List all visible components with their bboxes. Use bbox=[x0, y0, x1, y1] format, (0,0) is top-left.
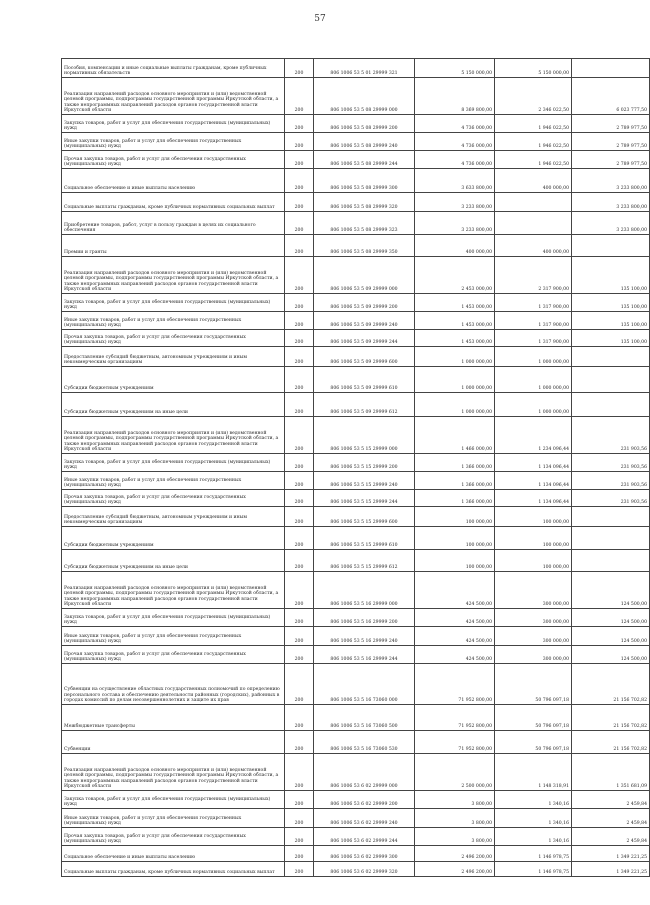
row-approved-amount: 8 369 800,00 bbox=[415, 78, 495, 115]
row-name: Социальное обеспечение и иные выплаты населению bbox=[62, 169, 285, 193]
row-name: Социальные выплаты гражданам, кроме публичных нормативных социальных выплат bbox=[62, 193, 285, 212]
row-line-code: 200 bbox=[285, 417, 314, 454]
row-approved-amount: 424 500,00 bbox=[415, 609, 495, 627]
row-classification-code: 806 1006 53 5 16 73060 530 bbox=[314, 731, 415, 754]
row-unexecuted-amount: 3 233 800,00 bbox=[572, 193, 650, 212]
row-line-code: 200 bbox=[285, 393, 314, 417]
row-executed-amount: 2 346 022,50 bbox=[495, 78, 572, 115]
row-approved-amount: 1 000 000,00 bbox=[415, 347, 495, 367]
row-classification-code: 806 1006 53 6 02 29999 300 bbox=[314, 846, 415, 862]
row-unexecuted-amount: 21 156 702,82 bbox=[572, 664, 650, 705]
table-row bbox=[62, 367, 650, 393]
row-executed-amount: 300 000,00 bbox=[495, 572, 572, 609]
row-unexecuted-amount: 231 903,56 bbox=[572, 472, 650, 490]
row-classification-code: 806 1006 53 5 08 29999 323 bbox=[314, 212, 415, 235]
table-row bbox=[62, 59, 650, 78]
row-unexecuted-amount: 231 903,56 bbox=[572, 454, 650, 472]
row-line-code: 200 bbox=[285, 846, 314, 862]
row-approved-amount: 1 453 000,00 bbox=[415, 312, 495, 330]
row-executed-amount: 1 234 096,44 bbox=[495, 417, 572, 454]
row-name: Межбюджетные трансферты bbox=[62, 705, 285, 731]
row-classification-code: 806 1006 53 6 02 29999 240 bbox=[314, 809, 415, 828]
row-executed-amount: 1 000 000,00 bbox=[495, 393, 572, 417]
row-classification-code: 806 1006 53 5 08 29999 350 bbox=[314, 235, 415, 257]
row-unexecuted-amount: 124 500,00 bbox=[572, 572, 650, 609]
row-line-code: 200 bbox=[285, 235, 314, 257]
table-row bbox=[62, 627, 650, 646]
row-name: Иные закупки товаров, работ и услуг для обеспечения государственных (муниципальных) нужд bbox=[62, 472, 285, 490]
table-row bbox=[62, 133, 650, 151]
row-executed-amount: 1 134 096,44 bbox=[495, 472, 572, 490]
row-unexecuted-amount: 124 500,00 bbox=[572, 609, 650, 627]
row-name: Иные закупки товаров, работ и услуг для обеспечения государственных (муниципальных) нужд bbox=[62, 809, 285, 828]
table-row bbox=[62, 193, 650, 212]
row-executed-amount: 1 000 000,00 bbox=[495, 367, 572, 393]
row-unexecuted-amount: 3 233 800,00 bbox=[572, 169, 650, 193]
row-approved-amount: 1 000 000,00 bbox=[415, 393, 495, 417]
row-line-code: 200 bbox=[285, 791, 314, 809]
row-line-code: 200 bbox=[285, 809, 314, 828]
row-approved-amount: 1 466 000,00 bbox=[415, 417, 495, 454]
row-unexecuted-amount: 2 789 977,50 bbox=[572, 151, 650, 169]
row-approved-amount: 3 233 800,00 bbox=[415, 212, 495, 235]
row-executed-amount: 1 317 900,00 bbox=[495, 312, 572, 330]
row-classification-code: 806 1006 53 5 15 29999 612 bbox=[314, 550, 415, 572]
row-approved-amount: 2 496 200,00 bbox=[415, 862, 495, 877]
row-approved-amount: 1 366 000,00 bbox=[415, 490, 495, 507]
row-classification-code: 806 1006 53 5 09 29999 200 bbox=[314, 294, 415, 312]
row-name: Субсидии бюджетным учреждениям bbox=[62, 527, 285, 550]
row-classification-code: 806 1006 53 5 09 29999 244 bbox=[314, 330, 415, 347]
row-executed-amount: 100 000,00 bbox=[495, 527, 572, 550]
row-unexecuted-amount: 135 100,00 bbox=[572, 257, 650, 294]
row-approved-amount: 2 500 000,00 bbox=[415, 754, 495, 791]
budget-table bbox=[61, 58, 650, 877]
row-name: Реализация направлений расходов основного мероприятия и (или) ведомственной целевой программы, подпрограммы государственной программы Иркутской области, а также непрограммных направлений расходов органов государственной власти Иркутской области bbox=[62, 572, 285, 609]
row-unexecuted-amount: 135 100,00 bbox=[572, 294, 650, 312]
row-executed-amount: 1 340,16 bbox=[495, 828, 572, 846]
row-unexecuted-amount: 2 459,84 bbox=[572, 828, 650, 846]
row-name: Предоставление субсидий бюджетным, автономным учреждениям и иным некоммерческим организациям bbox=[62, 507, 285, 527]
row-line-code: 200 bbox=[285, 627, 314, 646]
row-executed-amount: 1 946 022,50 bbox=[495, 133, 572, 151]
row-name: Премии и гранты bbox=[62, 235, 285, 257]
row-line-code: 200 bbox=[285, 828, 314, 846]
table-row bbox=[62, 490, 650, 507]
row-classification-code: 806 1006 53 5 08 29999 240 bbox=[314, 133, 415, 151]
row-name: Закупка товаров, работ и услуг для обеспечения государственных (муниципальных) нужд bbox=[62, 609, 285, 627]
row-executed-amount: 1 148 318,91 bbox=[495, 754, 572, 791]
row-executed-amount: 50 796 097,18 bbox=[495, 731, 572, 754]
row-line-code: 200 bbox=[285, 312, 314, 330]
row-classification-code: 806 1006 53 5 16 29999 000 bbox=[314, 572, 415, 609]
row-unexecuted-amount: 2 789 977,50 bbox=[572, 115, 650, 133]
table-row bbox=[62, 454, 650, 472]
row-name: Субвенции на осуществление областных государственных полномочий по определению персонального состава и обеспечению деятельности районных (городских), районных в городах комиссий по делам несовершеннолетних и защите их прав bbox=[62, 664, 285, 705]
row-classification-code: 806 1006 53 5 16 29999 240 bbox=[314, 627, 415, 646]
table-row bbox=[62, 330, 650, 347]
page-number: 57 bbox=[314, 14, 326, 24]
table-row bbox=[62, 809, 650, 828]
row-executed-amount: 1 146 978,75 bbox=[495, 846, 572, 862]
row-classification-code: 806 1006 53 5 08 29999 000 bbox=[314, 78, 415, 115]
row-executed-amount: 5 150 000,00 bbox=[495, 59, 572, 78]
table-row bbox=[62, 312, 650, 330]
row-line-code: 200 bbox=[285, 59, 314, 78]
row-name: Реализация направлений расходов основного мероприятия и (или) ведомственной целевой программы, подпрограммы государственной программы Иркутской области, а также непрограммных направлений расходов органов государственной власти Иркутской области bbox=[62, 78, 285, 115]
row-line-code: 200 bbox=[285, 294, 314, 312]
row-line-code: 200 bbox=[285, 507, 314, 527]
row-name: Прочая закупка товаров, работ и услуг для обеспечения государственных (муниципальных) нужд bbox=[62, 330, 285, 347]
row-unexecuted-amount: 1 349 221,25 bbox=[572, 846, 650, 862]
row-approved-amount: 424 500,00 bbox=[415, 646, 495, 664]
table-row bbox=[62, 572, 650, 609]
row-name: Прочая закупка товаров, работ и услуг для обеспечения государственных (муниципальных) нужд bbox=[62, 828, 285, 846]
row-approved-amount: 424 500,00 bbox=[415, 627, 495, 646]
table-row bbox=[62, 417, 650, 454]
row-name: Субсидии бюджетным учреждениям на иные цели bbox=[62, 393, 285, 417]
row-unexecuted-amount: 1 349 221,25 bbox=[572, 862, 650, 877]
row-name: Субсидии бюджетным учреждениям bbox=[62, 367, 285, 393]
row-executed-amount: 100 000,00 bbox=[495, 550, 572, 572]
row-unexecuted-amount bbox=[572, 235, 650, 257]
row-line-code: 200 bbox=[285, 257, 314, 294]
row-name: Пособия, компенсации и иные социальные выплаты гражданам, кроме публичных нормативных обязательств bbox=[62, 59, 285, 78]
row-approved-amount: 2 496 200,00 bbox=[415, 846, 495, 862]
row-classification-code: 806 1006 53 5 15 29999 240 bbox=[314, 472, 415, 490]
row-name: Реализация направлений расходов основного мероприятия и (или) ведомственной целевой программы, подпрограммы государственной программы Иркутской области, а также непрограммных направлений расходов органов государственной власти Иркутской области bbox=[62, 417, 285, 454]
row-approved-amount: 100 000,00 bbox=[415, 527, 495, 550]
table-row bbox=[62, 115, 650, 133]
row-line-code: 200 bbox=[285, 664, 314, 705]
table-row bbox=[62, 609, 650, 627]
table-row bbox=[62, 862, 650, 877]
row-unexecuted-amount: 135 100,00 bbox=[572, 312, 650, 330]
table-row bbox=[62, 846, 650, 862]
row-classification-code: 806 1006 53 5 09 29999 610 bbox=[314, 367, 415, 393]
row-classification-code: 806 1006 53 5 09 29999 600 bbox=[314, 347, 415, 367]
table-row bbox=[62, 257, 650, 294]
row-line-code: 200 bbox=[285, 330, 314, 347]
row-executed-amount: 1 317 900,00 bbox=[495, 294, 572, 312]
row-unexecuted-amount bbox=[572, 367, 650, 393]
row-classification-code: 806 1006 53 6 02 29999 320 bbox=[314, 862, 415, 877]
row-line-code: 200 bbox=[285, 705, 314, 731]
row-approved-amount: 3 233 800,00 bbox=[415, 193, 495, 212]
row-executed-amount: 1 146 978,75 bbox=[495, 862, 572, 877]
row-line-code: 200 bbox=[285, 527, 314, 550]
table-row bbox=[62, 550, 650, 572]
table-row bbox=[62, 393, 650, 417]
row-executed-amount: 1 340,16 bbox=[495, 791, 572, 809]
row-classification-code: 806 1006 53 5 16 29999 200 bbox=[314, 609, 415, 627]
row-approved-amount: 100 000,00 bbox=[415, 550, 495, 572]
table-row bbox=[62, 235, 650, 257]
row-approved-amount: 3 800,00 bbox=[415, 791, 495, 809]
row-classification-code: 806 1006 53 6 02 29999 244 bbox=[314, 828, 415, 846]
row-executed-amount: 300 000,00 bbox=[495, 609, 572, 627]
row-executed-amount: 1 134 096,44 bbox=[495, 454, 572, 472]
row-executed-amount: 400 000,00 bbox=[495, 235, 572, 257]
row-approved-amount: 3 800,00 bbox=[415, 828, 495, 846]
row-executed-amount: 100 000,00 bbox=[495, 507, 572, 527]
row-classification-code: 806 1006 53 5 16 73060 500 bbox=[314, 705, 415, 731]
row-line-code: 200 bbox=[285, 151, 314, 169]
row-unexecuted-amount bbox=[572, 527, 650, 550]
row-classification-code: 806 1006 53 5 09 29999 612 bbox=[314, 393, 415, 417]
row-classification-code: 806 1006 53 5 09 29999 240 bbox=[314, 312, 415, 330]
row-classification-code: 806 1006 53 5 01 29999 321 bbox=[314, 59, 415, 78]
row-unexecuted-amount: 124 500,00 bbox=[572, 627, 650, 646]
row-name: Закупка товаров, работ и услуг для обеспечения государственных (муниципальных) нужд bbox=[62, 294, 285, 312]
row-classification-code: 806 1006 53 5 16 29999 244 bbox=[314, 646, 415, 664]
row-unexecuted-amount: 2 789 977,50 bbox=[572, 133, 650, 151]
row-classification-code: 806 1006 53 5 08 29999 300 bbox=[314, 169, 415, 193]
row-unexecuted-amount: 135 100,00 bbox=[572, 330, 650, 347]
row-name: Предоставление субсидий бюджетным, автономным учреждениям и иным некоммерческим организациям bbox=[62, 347, 285, 367]
row-name: Прочая закупка товаров, работ и услуг для обеспечения государственных (муниципальных) нужд bbox=[62, 490, 285, 507]
row-unexecuted-amount bbox=[572, 393, 650, 417]
table-row bbox=[62, 731, 650, 754]
row-line-code: 200 bbox=[285, 133, 314, 151]
row-classification-code: 806 1006 53 5 15 29999 244 bbox=[314, 490, 415, 507]
table-row bbox=[62, 472, 650, 490]
row-name: Реализация направлений расходов основного мероприятия и (или) ведомственной целевой программы, подпрограммы государственной программы Иркутской области, а также непрограммных направлений расходов органов государственной власти Иркутской области bbox=[62, 754, 285, 791]
row-line-code: 200 bbox=[285, 731, 314, 754]
table-row bbox=[62, 212, 650, 235]
row-name: Иные закупки товаров, работ и услуг для обеспечения государственных (муниципальных) нужд bbox=[62, 133, 285, 151]
row-line-code: 200 bbox=[285, 454, 314, 472]
row-name: Прочая закупка товаров, работ и услуг для обеспечения государственных (муниципальных) нужд bbox=[62, 646, 285, 664]
row-approved-amount: 71 952 800,00 bbox=[415, 705, 495, 731]
row-classification-code: 806 1006 53 6 02 29999 000 bbox=[314, 754, 415, 791]
row-unexecuted-amount: 6 023 777,50 bbox=[572, 78, 650, 115]
row-classification-code: 806 1006 53 5 15 29999 200 bbox=[314, 454, 415, 472]
row-name: Закупка товаров, работ и услуг для обеспечения государственных (муниципальных) нужд bbox=[62, 791, 285, 809]
row-executed-amount: 2 317 900,00 bbox=[495, 257, 572, 294]
row-approved-amount: 1 366 000,00 bbox=[415, 472, 495, 490]
row-approved-amount: 4 736 000,00 bbox=[415, 115, 495, 133]
table-row bbox=[62, 527, 650, 550]
row-unexecuted-amount: 231 903,56 bbox=[572, 490, 650, 507]
row-approved-amount: 400 000,00 bbox=[415, 235, 495, 257]
row-executed-amount: 400 000,00 bbox=[495, 169, 572, 193]
row-approved-amount: 71 952 800,00 bbox=[415, 731, 495, 754]
table-row bbox=[62, 347, 650, 367]
row-classification-code: 806 1006 53 5 08 29999 320 bbox=[314, 193, 415, 212]
row-line-code: 200 bbox=[285, 609, 314, 627]
row-executed-amount: 1 000 000,00 bbox=[495, 347, 572, 367]
row-executed-amount: 300 000,00 bbox=[495, 646, 572, 664]
budget-table-body bbox=[62, 59, 650, 877]
row-line-code: 200 bbox=[285, 490, 314, 507]
row-classification-code: 806 1006 53 5 09 29999 000 bbox=[314, 257, 415, 294]
row-line-code: 200 bbox=[285, 193, 314, 212]
row-line-code: 200 bbox=[285, 78, 314, 115]
row-line-code: 200 bbox=[285, 754, 314, 791]
row-line-code: 200 bbox=[285, 347, 314, 367]
row-name: Социальные выплаты гражданам, кроме публичных нормативных социальных выплат bbox=[62, 862, 285, 877]
row-unexecuted-amount: 21 156 702,82 bbox=[572, 731, 650, 754]
row-line-code: 200 bbox=[285, 212, 314, 235]
table-row bbox=[62, 646, 650, 664]
table-row bbox=[62, 705, 650, 731]
row-line-code: 200 bbox=[285, 115, 314, 133]
row-classification-code: 806 1006 53 5 08 29999 244 bbox=[314, 151, 415, 169]
row-executed-amount: 50 796 097,18 bbox=[495, 664, 572, 705]
row-name: Социальное обеспечение и иные выплаты населению bbox=[62, 846, 285, 862]
row-unexecuted-amount: 2 459,84 bbox=[572, 791, 650, 809]
table-row bbox=[62, 828, 650, 846]
row-name: Закупка товаров, работ и услуг для обеспечения государственных (муниципальных) нужд bbox=[62, 454, 285, 472]
row-approved-amount: 1 366 000,00 bbox=[415, 454, 495, 472]
row-name: Субвенции bbox=[62, 731, 285, 754]
row-name: Прочая закупка товаров, работ и услуг для обеспечения государственных (муниципальных) нужд bbox=[62, 151, 285, 169]
row-approved-amount: 71 952 800,00 bbox=[415, 664, 495, 705]
row-executed-amount: 1 946 022,50 bbox=[495, 151, 572, 169]
row-approved-amount: 100 000,00 bbox=[415, 507, 495, 527]
row-unexecuted-amount: 3 233 800,00 bbox=[572, 212, 650, 235]
table-row bbox=[62, 151, 650, 169]
row-executed-amount: 300 000,00 bbox=[495, 627, 572, 646]
row-approved-amount: 424 500,00 bbox=[415, 572, 495, 609]
row-classification-code: 806 1006 53 5 15 29999 600 bbox=[314, 507, 415, 527]
row-name: Приобретение товаров, работ, услуг в пользу граждан в целях их социального обеспечения bbox=[62, 212, 285, 235]
row-unexecuted-amount: 124 500,00 bbox=[572, 646, 650, 664]
row-executed-amount: 1 134 096,44 bbox=[495, 490, 572, 507]
row-unexecuted-amount bbox=[572, 507, 650, 527]
row-name: Субсидии бюджетным учреждениям на иные цели bbox=[62, 550, 285, 572]
row-name: Иные закупки товаров, работ и услуг для обеспечения государственных (муниципальных) нужд bbox=[62, 312, 285, 330]
row-approved-amount: 3 800,00 bbox=[415, 809, 495, 828]
row-unexecuted-amount: 21 156 702,82 bbox=[572, 705, 650, 731]
table-row bbox=[62, 507, 650, 527]
table-row bbox=[62, 294, 650, 312]
row-executed-amount bbox=[495, 193, 572, 212]
row-executed-amount: 1 946 022,50 bbox=[495, 115, 572, 133]
row-line-code: 200 bbox=[285, 862, 314, 877]
row-unexecuted-amount bbox=[572, 59, 650, 78]
row-line-code: 200 bbox=[285, 367, 314, 393]
row-name: Иные закупки товаров, работ и услуг для обеспечения государственных (муниципальных) нужд bbox=[62, 627, 285, 646]
row-approved-amount: 1 453 000,00 bbox=[415, 294, 495, 312]
row-approved-amount: 4 736 000,00 bbox=[415, 151, 495, 169]
row-unexecuted-amount: 1 351 681,09 bbox=[572, 754, 650, 791]
table-row bbox=[62, 169, 650, 193]
row-line-code: 200 bbox=[285, 572, 314, 609]
row-approved-amount: 4 736 000,00 bbox=[415, 133, 495, 151]
row-approved-amount: 5 150 000,00 bbox=[415, 59, 495, 78]
row-name: Закупка товаров, работ и услуг для обеспечения государственных (муниципальных) нужд bbox=[62, 115, 285, 133]
row-approved-amount: 2 453 000,00 bbox=[415, 257, 495, 294]
row-line-code: 200 bbox=[285, 169, 314, 193]
row-executed-amount bbox=[495, 212, 572, 235]
row-name: Реализация направлений расходов основного мероприятия и (или) ведомственной целевой программы, подпрограммы государственной программы Иркутской области, а также непрограммных направлений расходов органов государственной власти Иркутской области bbox=[62, 257, 285, 294]
table-row bbox=[62, 791, 650, 809]
row-line-code: 200 bbox=[285, 646, 314, 664]
row-executed-amount: 50 796 097,18 bbox=[495, 705, 572, 731]
row-line-code: 200 bbox=[285, 550, 314, 572]
row-approved-amount: 3 633 800,00 bbox=[415, 169, 495, 193]
row-classification-code: 806 1006 53 5 15 29999 000 bbox=[314, 417, 415, 454]
row-unexecuted-amount: 231 903,56 bbox=[572, 417, 650, 454]
table-row bbox=[62, 754, 650, 791]
row-approved-amount: 1 000 000,00 bbox=[415, 367, 495, 393]
row-classification-code: 806 1006 53 5 15 29999 610 bbox=[314, 527, 415, 550]
table-row bbox=[62, 78, 650, 115]
row-classification-code: 806 1006 53 5 16 73060 000 bbox=[314, 664, 415, 705]
row-unexecuted-amount bbox=[572, 550, 650, 572]
row-approved-amount: 1 453 000,00 bbox=[415, 330, 495, 347]
row-unexecuted-amount bbox=[572, 347, 650, 367]
row-line-code: 200 bbox=[285, 472, 314, 490]
row-classification-code: 806 1006 53 5 08 29999 200 bbox=[314, 115, 415, 133]
row-executed-amount: 1 340,16 bbox=[495, 809, 572, 828]
row-executed-amount: 1 317 900,00 bbox=[495, 330, 572, 347]
row-classification-code: 806 1006 53 6 02 29999 200 bbox=[314, 791, 415, 809]
row-unexecuted-amount: 2 459,84 bbox=[572, 809, 650, 828]
table-row bbox=[62, 664, 650, 705]
